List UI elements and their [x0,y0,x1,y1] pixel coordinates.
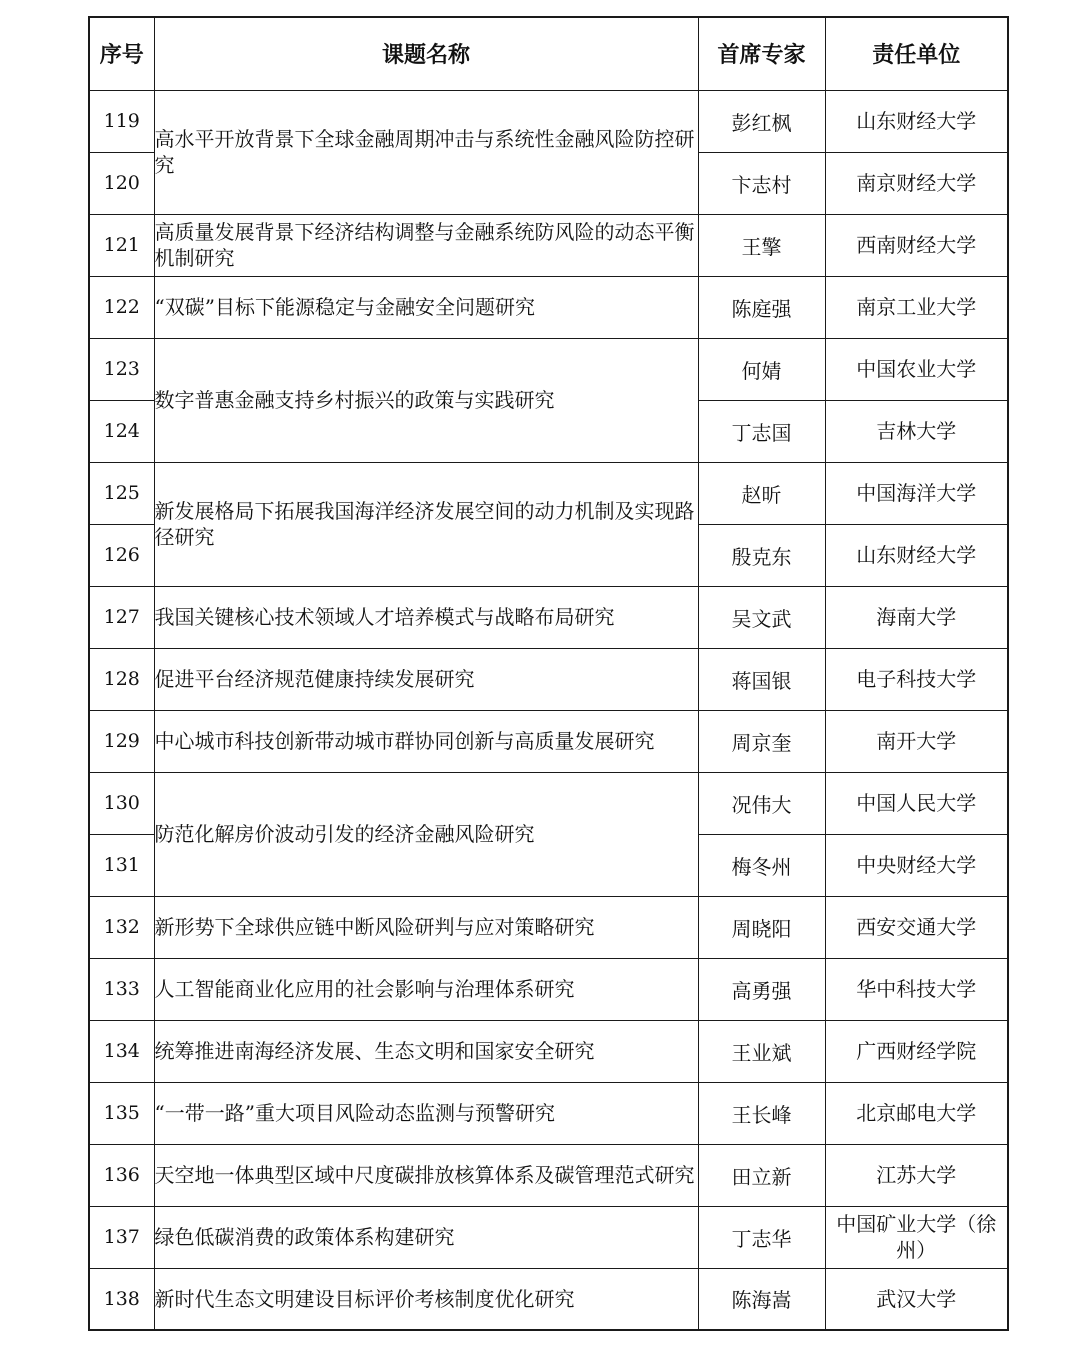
row-title: 人工智能商业化应用的社会影响与治理体系研究 [154,958,698,1020]
row-unit: 中央财经大学 [825,834,1008,896]
row-title: 数字普惠金融支持乡村振兴的政策与实践研究 [154,338,698,462]
row-num: 137 [89,1206,154,1268]
row-expert: 何婧 [698,338,825,400]
row-title: 统筹推进南海经济发展、生态文明和国家安全研究 [154,1020,698,1082]
row-num: 126 [89,524,154,586]
row-unit: 南京工业大学 [825,276,1008,338]
row-num: 131 [89,834,154,896]
row-title: 高水平开放背景下全球金融周期冲击与系统性金融风险防控研究 [154,90,698,214]
header-title: 课题名称 [154,17,698,90]
row-title: 防范化解房价波动引发的经济金融风险研究 [154,772,698,896]
row-expert: 王擎 [698,214,825,276]
row-unit: 山东财经大学 [825,90,1008,152]
row-num: 132 [89,896,154,958]
row-expert: 赵昕 [698,462,825,524]
row-unit: 吉林大学 [825,400,1008,462]
table-row [89,586,1008,648]
row-num: 125 [89,462,154,524]
row-unit: 中国人民大学 [825,772,1008,834]
row-expert: 陈庭强 [698,276,825,338]
table-row [89,276,1008,338]
table-row [89,214,1008,276]
row-title: 中心城市科技创新带动城市群协同创新与高质量发展研究 [154,710,698,772]
row-unit: 中国海洋大学 [825,462,1008,524]
row-expert: 殷克东 [698,524,825,586]
row-expert: 丁志华 [698,1206,825,1268]
table-row [89,710,1008,772]
row-expert: 王长峰 [698,1082,825,1144]
row-num: 138 [89,1268,154,1330]
header-num: 序号 [89,17,154,90]
row-unit: 江苏大学 [825,1144,1008,1206]
row-unit: 西安交通大学 [825,896,1008,958]
table-row [89,462,1008,524]
row-title: “双碳”目标下能源稳定与金融安全问题研究 [154,276,698,338]
row-title: 高质量发展背景下经济结构调整与金融系统防风险的动态平衡机制研究 [154,214,698,276]
row-title: 促进平台经济规范健康持续发展研究 [154,648,698,710]
header-expert: 首席专家 [698,17,825,90]
row-expert: 蒋国银 [698,648,825,710]
row-unit: 中国农业大学 [825,338,1008,400]
table-row [89,958,1008,1020]
row-title: 天空地一体典型区域中尺度碳排放核算体系及碳管理范式研究 [154,1144,698,1206]
table-row [89,772,1008,834]
table-row [89,1082,1008,1144]
header-row [89,17,1008,90]
row-expert: 吴文武 [698,586,825,648]
row-title: “一带一路”重大项目风险动态监测与预警研究 [154,1082,698,1144]
row-num: 121 [89,214,154,276]
row-expert: 况伟大 [698,772,825,834]
row-title: 新时代生态文明建设目标评价考核制度优化研究 [154,1268,698,1330]
header-unit: 责任单位 [825,17,1008,90]
row-unit: 武汉大学 [825,1268,1008,1330]
row-expert: 田立新 [698,1144,825,1206]
row-num: 135 [89,1082,154,1144]
row-num: 128 [89,648,154,710]
row-expert: 周京奎 [698,710,825,772]
row-unit: 南开大学 [825,710,1008,772]
table-row [89,1268,1008,1330]
table-row [89,1020,1008,1082]
row-num: 120 [89,152,154,214]
row-num: 124 [89,400,154,462]
table-row [89,90,1008,152]
row-num: 133 [89,958,154,1020]
row-num: 134 [89,1020,154,1082]
row-unit: 中国矿业大学（徐州） [825,1206,1008,1268]
table-row [89,896,1008,958]
row-num: 130 [89,772,154,834]
row-unit: 华中科技大学 [825,958,1008,1020]
row-expert: 丁志国 [698,400,825,462]
row-num: 127 [89,586,154,648]
row-num: 122 [89,276,154,338]
row-num: 136 [89,1144,154,1206]
row-unit: 南京财经大学 [825,152,1008,214]
table-row [89,1144,1008,1206]
row-expert: 梅冬州 [698,834,825,896]
row-num: 123 [89,338,154,400]
row-num: 129 [89,710,154,772]
table-row [89,648,1008,710]
row-unit: 北京邮电大学 [825,1082,1008,1144]
table-row [89,338,1008,400]
row-expert: 陈海嵩 [698,1268,825,1330]
table-row [89,1206,1008,1268]
row-expert: 周晓阳 [698,896,825,958]
row-unit: 广西财经学院 [825,1020,1008,1082]
projects-table [88,16,1009,1331]
row-unit: 电子科技大学 [825,648,1008,710]
row-title: 绿色低碳消费的政策体系构建研究 [154,1206,698,1268]
row-expert: 王业斌 [698,1020,825,1082]
row-unit: 西南财经大学 [825,214,1008,276]
row-expert: 彭红枫 [698,90,825,152]
row-title: 我国关键核心技术领域人才培养模式与战略布局研究 [154,586,698,648]
row-expert: 高勇强 [698,958,825,1020]
row-num: 119 [89,90,154,152]
row-title: 新形势下全球供应链中断风险研判与应对策略研究 [154,896,698,958]
row-unit: 山东财经大学 [825,524,1008,586]
row-expert: 卞志村 [698,152,825,214]
row-title: 新发展格局下拓展我国海洋经济发展空间的动力机制及实现路径研究 [154,462,698,586]
row-unit: 海南大学 [825,586,1008,648]
